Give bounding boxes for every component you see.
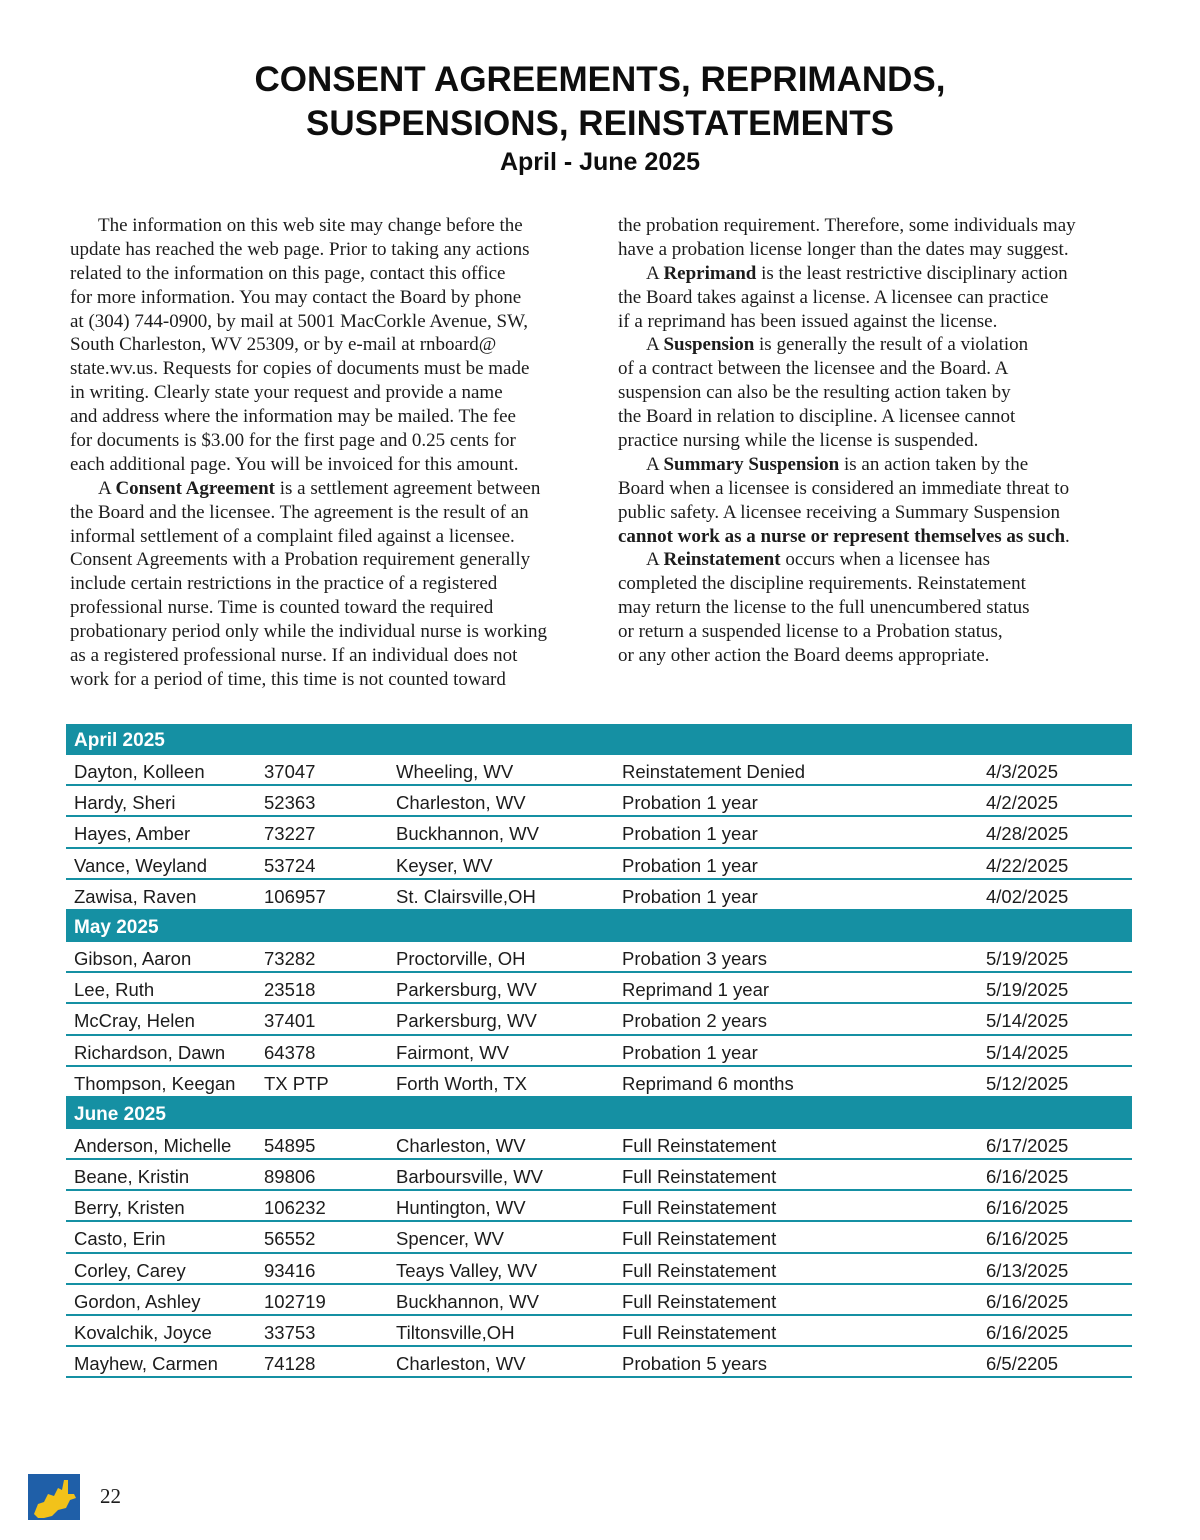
- bold-term: Reprimand: [663, 262, 757, 284]
- text-run: in writing. Clearly state your request and provide a name: [70, 382, 503, 404]
- action-cell: Full Reinstatement: [622, 1259, 777, 1281]
- action-date-cell: 5/19/2025: [986, 947, 1069, 969]
- nurse-name-cell: Hayes, Amber: [74, 823, 191, 845]
- action-cell: Reprimand 6 months: [622, 1072, 794, 1094]
- text-line: [618, 596, 1118, 620]
- text-run: if a reprimand has been issued against the license.: [618, 310, 998, 332]
- text-run: work for a period of time, this time is not counted toward: [70, 668, 506, 690]
- license-number-cell: 93416: [264, 1259, 316, 1281]
- city-cell: Wheeling, WV: [396, 761, 514, 782]
- bold-term: Suspension: [663, 334, 755, 356]
- text-line: [618, 214, 1118, 238]
- city-cell: Charleston, WV: [396, 792, 526, 814]
- action-date-cell: 4/02/2025: [986, 885, 1069, 907]
- table-row: [66, 1347, 1132, 1378]
- action-cell: Probation 1 year: [622, 854, 758, 876]
- nurse-name-cell: Berry, Kristen: [74, 1197, 185, 1219]
- table-row: [66, 880, 1132, 911]
- month-section-header: May 2025: [66, 911, 1132, 942]
- text-line: [70, 668, 590, 692]
- title-line-1: CONSENT AGREEMENTS, REPRIMANDS,: [254, 60, 946, 99]
- text-line: [618, 572, 1118, 596]
- license-number-cell: 106232: [264, 1197, 326, 1219]
- text-line: [618, 429, 1118, 453]
- license-number-cell: 74128: [264, 1353, 316, 1375]
- text-run: the Board takes against a license. A licensee can practice: [618, 286, 1049, 308]
- table-row: [66, 786, 1132, 817]
- text-line: [70, 501, 590, 525]
- action-date-cell: 5/19/2025: [986, 979, 1069, 1001]
- text-run: or return a suspended license to a Probation status,: [618, 621, 1003, 643]
- license-number-cell: 56552: [264, 1228, 316, 1250]
- text-run: A: [646, 334, 664, 356]
- city-cell: Parkersburg, WV: [396, 1010, 537, 1032]
- text-line: [70, 286, 590, 310]
- text-run: include certain restrictions in the practice of a registered: [70, 573, 498, 595]
- text-run: is an action taken by the: [839, 453, 1029, 475]
- table-row: [66, 1067, 1132, 1098]
- text-run: as a registered professional nurse. If an individual does not: [70, 645, 518, 667]
- text-run: at (304) 744-0900, by mail at 5001 MacCorkle Avenue, SW,: [70, 310, 529, 332]
- text-run: have a probation license longer than the dates may suggest.: [618, 238, 1069, 260]
- text-run: Consent Agreements with a Probation requirement generally: [70, 549, 531, 571]
- nurse-name-cell: Lee, Ruth: [74, 979, 155, 1001]
- text-line: [618, 357, 1118, 381]
- text-run: South Charleston, WV 25309, or by e-mail at rnboard@: [70, 334, 497, 356]
- action-cell: Probation 1 year: [622, 1041, 758, 1063]
- license-number-cell: 73227: [264, 823, 316, 845]
- table-row: [66, 849, 1132, 880]
- text-line: [70, 429, 590, 453]
- action-cell: Reprimand 1 year: [622, 979, 770, 1001]
- text-run: A: [646, 549, 664, 571]
- text-line: [70, 525, 590, 549]
- text-run: the probation requirement. Therefore, some individuals may: [618, 215, 1076, 236]
- action-date-cell: 6/16/2025: [986, 1166, 1069, 1188]
- text-run: public safety. A licensee receiving a Summary Suspension: [618, 501, 1061, 523]
- text-line: [618, 381, 1118, 405]
- city-cell: Buckhannon, WV: [396, 823, 539, 845]
- text-run: A: [98, 477, 116, 499]
- bold-term: cannot work as a nurse or represent themselves as such: [618, 525, 1066, 547]
- intro-text-right-column: [618, 214, 1118, 668]
- discipline-actions-table: [66, 724, 1132, 1378]
- text-run: or any other action the Board deems appropriate.: [618, 645, 990, 667]
- action-date-cell: 5/12/2025: [986, 1072, 1069, 1094]
- text-line: [618, 501, 1118, 525]
- text-line: [70, 333, 590, 357]
- nurse-name-cell: Beane, Kristin: [74, 1166, 190, 1188]
- west-virginia-map-icon: [28, 1474, 80, 1520]
- text-run: each additional page. You will be invoiced for this amount.: [70, 453, 519, 475]
- city-cell: Spencer, WV: [396, 1228, 504, 1250]
- license-number-cell: 23518: [264, 979, 316, 1001]
- page-subtitle: April - June 2025: [499, 148, 701, 176]
- license-number-cell: 73282: [264, 947, 316, 969]
- text-line: [618, 262, 1118, 286]
- table-row: [66, 1004, 1132, 1035]
- city-cell: Proctorville, OH: [396, 947, 526, 969]
- license-number-cell: 106957: [264, 885, 326, 907]
- action-cell: Probation 3 years: [622, 947, 768, 969]
- text-run: The information on this web site may change before the: [98, 215, 523, 236]
- text-run: update has reached the web page. Prior to taking any actions: [70, 238, 530, 260]
- nurse-name-cell: Casto, Erin: [74, 1228, 166, 1250]
- city-cell: Parkersburg, WV: [396, 979, 537, 1001]
- text-line: [70, 596, 590, 620]
- text-run: practice nursing while the license is suspended.: [618, 430, 979, 452]
- text-run: A: [646, 453, 664, 475]
- text-line: [70, 381, 590, 405]
- nurse-name-cell: Gordon, Ashley: [74, 1290, 201, 1312]
- table-row: [66, 817, 1132, 848]
- nurse-name-cell: Corley, Carey: [74, 1259, 186, 1281]
- city-cell: Charleston, WV: [396, 1134, 526, 1156]
- text-run: related to the information on this page, contact this office: [70, 262, 506, 284]
- action-cell: Full Reinstatement: [622, 1290, 777, 1312]
- action-cell: Probation 1 year: [622, 885, 758, 907]
- table-row: [66, 1254, 1132, 1285]
- text-line: [70, 453, 590, 477]
- nurse-name-cell: Hardy, Sheri: [74, 792, 176, 814]
- license-number-cell: 52363: [264, 792, 316, 814]
- table-row: [66, 755, 1132, 786]
- action-date-cell: 4/2/2025: [986, 792, 1059, 814]
- license-number-cell: 54895: [264, 1134, 316, 1156]
- text-run: informal settlement of a complaint filed against a licensee.: [70, 525, 515, 547]
- text-line: [70, 644, 590, 668]
- action-cell: Full Reinstatement: [622, 1322, 777, 1343]
- nurse-name-cell: Mayhew, Carmen: [74, 1353, 218, 1375]
- table-row: [66, 942, 1132, 973]
- table-row: [66, 1316, 1132, 1347]
- intro-text-left-column: [70, 214, 590, 692]
- table-row: [66, 1222, 1132, 1253]
- text-line: [618, 477, 1118, 501]
- text-line: [618, 548, 1118, 572]
- city-cell: Fairmont, WV: [396, 1041, 510, 1063]
- city-cell: Huntington, WV: [396, 1197, 526, 1219]
- text-run: professional nurse. Time is counted toward the required: [70, 597, 494, 619]
- action-date-cell: 6/16/2025: [986, 1322, 1069, 1343]
- city-cell: Keyser, WV: [396, 854, 493, 876]
- text-run: for more information. You may contact the Board by phone: [70, 286, 522, 308]
- text-run: of a contract between the licensee and the Board. A: [618, 358, 1009, 380]
- text-line: [618, 620, 1118, 644]
- text-line: [70, 262, 590, 286]
- text-run: the Board in relation to discipline. A licensee cannot: [618, 406, 1016, 428]
- text-line: [70, 405, 590, 429]
- text-line: [70, 572, 590, 596]
- title-line-2: SUSPENSIONS, REINSTATEMENTS: [306, 104, 894, 143]
- text-line: [618, 525, 1118, 549]
- text-run: Board when a licensee is considered an immediate threat to: [618, 477, 1070, 499]
- nurse-name-cell: McCray, Helen: [74, 1010, 195, 1032]
- bold-term: Reinstatement: [663, 549, 781, 571]
- text-run: and address where the information may be mailed. The fee: [70, 406, 516, 428]
- action-date-cell: 4/3/2025: [986, 761, 1059, 782]
- month-section-header: April 2025: [66, 724, 1132, 755]
- action-cell: Full Reinstatement: [622, 1134, 777, 1156]
- table-row: [66, 1036, 1132, 1067]
- action-date-cell: 5/14/2025: [986, 1041, 1069, 1063]
- text-run: probationary period only while the individual nurse is working: [70, 621, 548, 643]
- action-cell: Reinstatement Denied: [622, 761, 806, 782]
- text-line: [618, 644, 1118, 668]
- license-number-cell: 53724: [264, 854, 316, 876]
- city-cell: St. Clairsville,OH: [396, 885, 536, 907]
- text-line: [70, 357, 590, 381]
- text-line: [618, 238, 1118, 262]
- bold-term: Consent Agreement: [115, 477, 275, 499]
- text-line: [618, 286, 1118, 310]
- page-title: [0, 58, 1200, 146]
- text-run: .: [1065, 525, 1070, 547]
- license-number-cell: 64378: [264, 1041, 316, 1063]
- text-run: may return the license to the full unencumbered status: [618, 597, 1030, 619]
- text-run: is generally the result of a violation: [754, 334, 1029, 356]
- table-row: [66, 1191, 1132, 1222]
- license-number-cell: 102719: [264, 1290, 326, 1312]
- city-cell: Charleston, WV: [396, 1353, 526, 1375]
- license-number-cell: 33753: [264, 1322, 316, 1343]
- text-run: completed the discipline requirements. Reinstatement: [618, 573, 1026, 595]
- nurse-name-cell: Vance, Weyland: [74, 854, 208, 876]
- nurse-name-cell: Kovalchik, Joyce: [74, 1322, 212, 1343]
- nurse-name-cell: Thompson, Keegan: [74, 1072, 236, 1094]
- month-section-header: June 2025: [66, 1098, 1132, 1129]
- city-cell: Buckhannon, WV: [396, 1290, 539, 1312]
- action-date-cell: 4/28/2025: [986, 823, 1069, 845]
- city-cell: Barboursville, WV: [396, 1166, 544, 1188]
- nurse-name-cell: Anderson, Michelle: [74, 1134, 232, 1156]
- action-cell: Probation 2 years: [622, 1010, 768, 1032]
- action-cell: Probation 1 year: [622, 823, 758, 845]
- table-row: [66, 1285, 1132, 1316]
- nurse-name-cell: Dayton, Kolleen: [74, 761, 205, 782]
- nurse-name-cell: Zawisa, Raven: [74, 885, 197, 907]
- text-run: A: [646, 262, 664, 284]
- text-line: [618, 333, 1118, 357]
- license-number-cell: 37047: [264, 761, 316, 782]
- text-line: [70, 477, 590, 501]
- table-row: [66, 973, 1132, 1004]
- text-line: [618, 453, 1118, 477]
- table-row: [66, 1160, 1132, 1191]
- text-line: [618, 405, 1118, 429]
- text-run: the Board and the licensee. The agreement is the result of an: [70, 501, 529, 523]
- text-run: suspension can also be the resulting action taken by: [618, 382, 1011, 404]
- action-date-cell: 6/16/2025: [986, 1290, 1069, 1312]
- table-row: [66, 1129, 1132, 1160]
- nurse-name-cell: Richardson, Dawn: [74, 1041, 226, 1063]
- action-date-cell: 6/5/2205: [986, 1353, 1059, 1375]
- nurse-name-cell: Gibson, Aaron: [74, 947, 192, 969]
- action-date-cell: 6/16/2025: [986, 1228, 1069, 1250]
- bold-term: Summary Suspension: [663, 453, 840, 475]
- city-cell: Forth Worth, TX: [396, 1072, 527, 1094]
- city-cell: Tiltonsville,OH: [396, 1322, 515, 1343]
- license-number-cell: 37401: [264, 1010, 316, 1032]
- text-line: [70, 238, 590, 262]
- text-line: [70, 548, 590, 572]
- action-cell: Probation 5 years: [622, 1353, 768, 1375]
- action-cell: Full Reinstatement: [622, 1228, 777, 1250]
- license-number-cell: 89806: [264, 1166, 316, 1188]
- page-number: 22: [100, 1484, 121, 1508]
- action-date-cell: 5/14/2025: [986, 1010, 1069, 1032]
- city-cell: Teays Valley, WV: [396, 1259, 538, 1281]
- action-date-cell: 6/16/2025: [986, 1197, 1069, 1219]
- text-line: [618, 310, 1118, 334]
- text-line: [70, 310, 590, 334]
- text-run: is a settlement agreement between: [274, 477, 541, 499]
- action-date-cell: 6/17/2025: [986, 1134, 1069, 1156]
- action-cell: Probation 1 year: [622, 792, 758, 814]
- text-line: [70, 620, 590, 644]
- action-cell: Full Reinstatement: [622, 1197, 777, 1219]
- text-run: is the least restrictive disciplinary action: [756, 262, 1068, 284]
- text-run: for documents is $3.00 for the first page and 0.25 cents for: [70, 430, 516, 452]
- license-number-cell: TX PTP: [264, 1072, 329, 1094]
- action-cell: Full Reinstatement: [622, 1166, 777, 1188]
- text-run: occurs when a licensee has: [780, 549, 991, 571]
- text-run: state.wv.us. Requests for copies of documents must be made: [70, 358, 530, 380]
- action-date-cell: 6/13/2025: [986, 1259, 1069, 1281]
- text-line: [70, 214, 590, 238]
- action-date-cell: 4/22/2025: [986, 854, 1069, 876]
